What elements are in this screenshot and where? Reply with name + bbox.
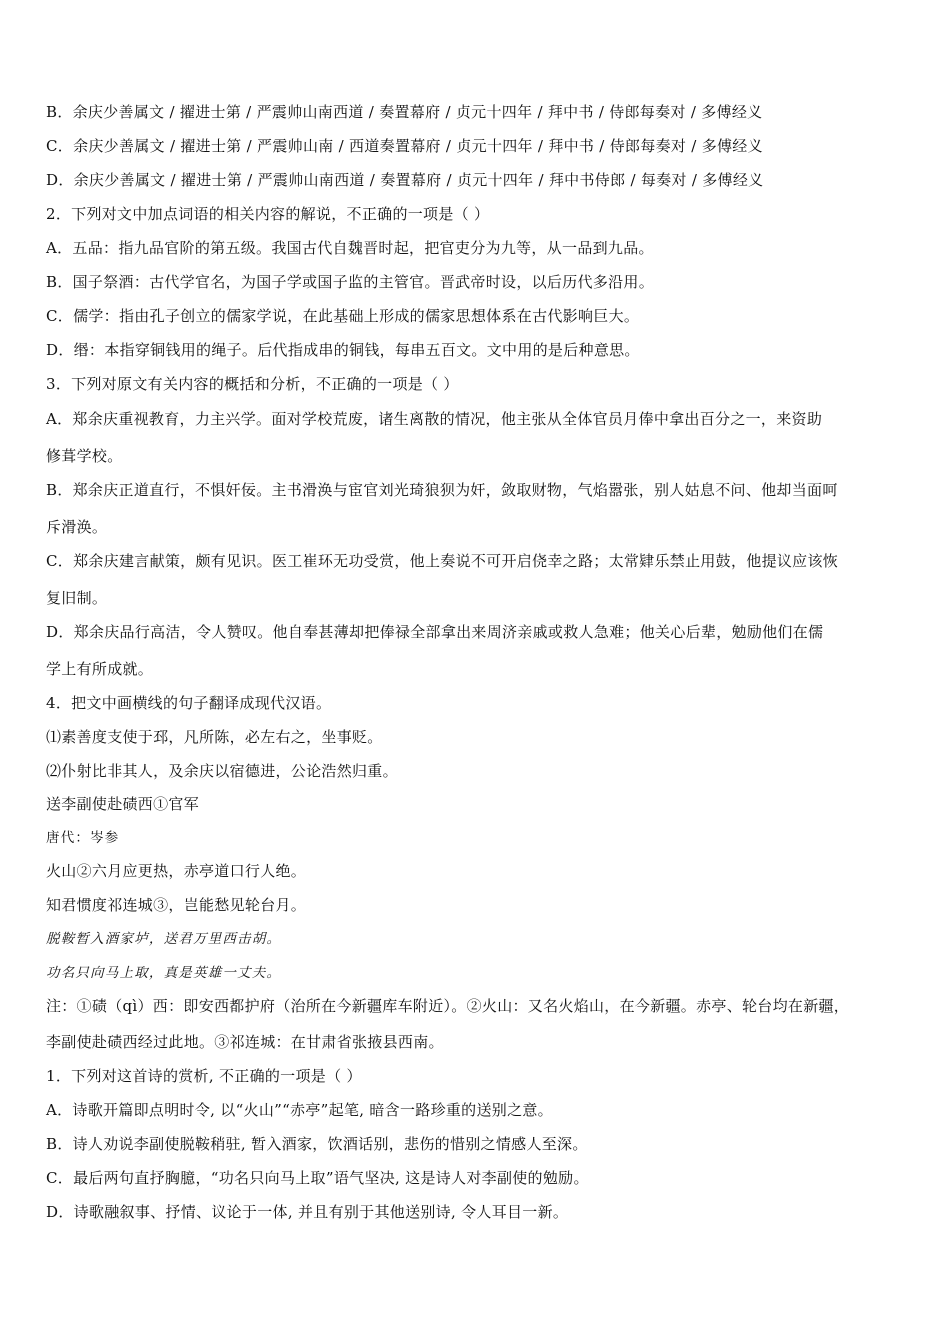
q3-option-a-line2: 修葺学校。 — [46, 447, 123, 465]
poem-line-1: 火山②六月应更热，赤亭道口行人绝。 — [46, 862, 307, 880]
q3-option-b-line1: B．郑余庆正道直行，不惧奸佞。主书滑涣与宦官刘光琦狼狈为奸，敛取财物，气焰嚣张，别人姑息不问、他却当面呵 — [46, 481, 838, 499]
q3-option-d-line1: D．郑余庆品行高洁，令人赞叹。他自奉甚薄却把俸禄全部拿出来周济亲戚或救人急难；他关心后辈，勉励他们在儒 — [46, 623, 824, 641]
q3-option-c-line2: 复旧制。 — [46, 589, 108, 607]
poem-q1-option-a: A．诗歌开篇即点明时令, 以“火山”“赤亭”起笔, 暗含一路珍重的送别之意。 — [46, 1101, 553, 1119]
poem-q1-option-c: C．最后两句直抒胸臆，“功名只向马上取”语气坚决, 这是诗人对李副使的勉励。 — [46, 1169, 589, 1187]
q2-option-d: D．缗：本指穿铜钱用的绳子。后代指成串的铜钱，每串五百文。文中用的是后种意思。 — [46, 341, 640, 359]
poem-line-3: 脱鞍暂入酒家垆，送君万里西击胡。 — [46, 931, 282, 947]
poem-q1-option-d: D．诗歌融叙事、抒情、议论于一体, 并且有别于其他送别诗, 令人耳目一新。 — [46, 1203, 569, 1221]
q3-option-b-line2: 斥滑涣。 — [46, 518, 108, 536]
q3-option-d-line2: 学上有所成就。 — [46, 660, 154, 678]
poem-note-line2: 李副使赴碛西经过此地。③祁连城：在甘肃省张掖县西南。 — [46, 1033, 444, 1051]
q3-stem: 3．下列对原文有关内容的概括和分析，不正确的一项是（ ） — [46, 375, 459, 393]
poem-q1-stem: 1．下列对这首诗的赏析, 不正确的一项是（ ） — [46, 1067, 362, 1085]
poem-q1-option-b: B．诗人劝说李副使脱鞍稍驻, 暂入酒家，饮酒话别，悲伤的惜别之情感人至深。 — [46, 1135, 588, 1153]
q1-option-c: C．余庆少善属文 / 擢进士第 / 严震帅山南 / 西道奏置幕府 / 贞元十四年 / 拜中书 / 侍郎每奏对 / 多傅经义 — [46, 137, 763, 155]
poem-author: 唐代：岑参 — [46, 830, 120, 846]
q2-option-b: B．国子祭酒：古代学官名，为国子学或国子监的主管官。晋武帝时设，以后历代多沿用。 — [46, 273, 655, 291]
poem-line-2: 知君惯度祁连城③，岂能愁见轮台月。 — [46, 896, 307, 914]
q2-stem: 2．下列对文中加点词语的相关内容的解说，不正确的一项是（ ） — [46, 205, 490, 223]
poem-line-4: 功名只向马上取，真是英雄一丈夫。 — [46, 965, 282, 981]
poem-note-line1: 注：①碛（qì）西：即安西都护府（治所在今新疆库车附近）。②火山：又名火焰山，在今新疆。赤亭、轮台均在新疆， — [46, 997, 850, 1015]
q4-sentence-1: ⑴素善度支使于邳，凡所陈，必左右之，坐事贬。 — [46, 728, 383, 746]
q3-option-c-line1: C．郑余庆建言献策，颇有见识。医工崔环无功受赏，他上奏说不可开启侥幸之路；太常肄乐禁止用鼓，他提议应该恢 — [46, 552, 839, 570]
q4-sentence-2: ⑵仆射比非其人，及余庆以宿德进，公论浩然归重。 — [46, 762, 398, 780]
q2-option-a: A．五品：指九品官阶的第五级。我国古代自魏晋时起，把官吏分为九等，从一品到九品。 — [46, 239, 654, 257]
q1-option-d: D．余庆少善属文 / 擢进士第 / 严震帅山南西道 / 奏置幕府 / 贞元十四年 / 拜中书侍郎 / 每奏对 / 多傅经义 — [46, 171, 764, 189]
q4-stem: 4．把文中画横线的句子翻译成现代汉语。 — [46, 694, 332, 712]
q1-option-b: B．余庆少善属文 / 擢进士第 / 严震帅山南西道 / 奏置幕府 / 贞元十四年 / 拜中书 / 侍郎每奏对 / 多傅经义 — [46, 103, 763, 121]
q3-option-a-line1: A．郑余庆重视教育，力主兴学。面对学校荒废，诸生离散的情况，他主张从全体官员月俸中拿出百分之一，来资助 — [46, 410, 823, 428]
poem-title: 送李副使赴碛西①官军 — [46, 795, 200, 813]
q2-option-c: C．儒学：指由孔子创立的儒家学说，在此基础上形成的儒家思想体系在古代影响巨大。 — [46, 307, 640, 325]
